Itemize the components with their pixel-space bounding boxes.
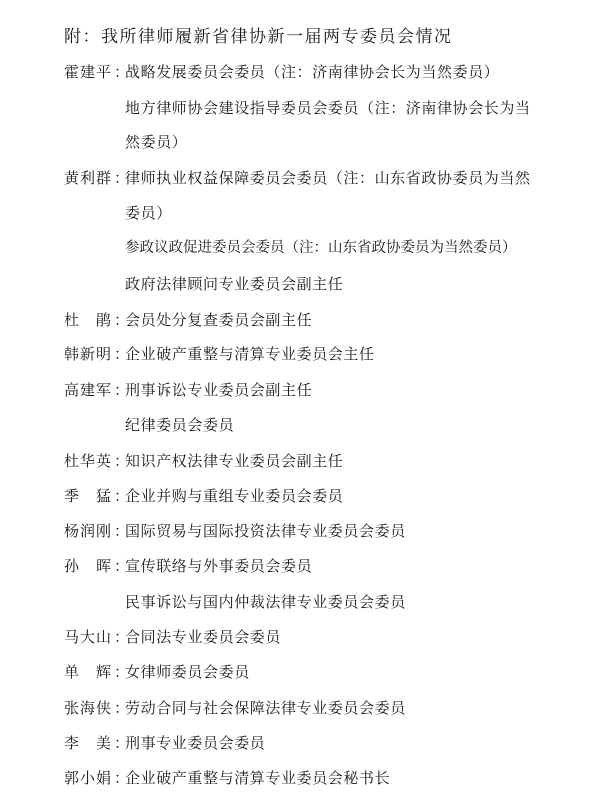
member-role: 国际贸易与国际投资法律专业委员会委员	[125, 522, 406, 540]
member-role: 女律师委员会委员	[125, 663, 250, 681]
member-role: 会员处分复查委员会副主任	[125, 311, 313, 329]
member-role: 企业破产重整与清算专业委员会主任	[125, 345, 375, 363]
member-role: 劳动合同与社会保障法律专业委员会委员	[125, 699, 406, 717]
member-name: 黄利群	[64, 169, 113, 187]
member-role: 刑事诉讼专业委员会副主任	[125, 381, 313, 399]
member-role: 合同法专业委员会委员	[125, 628, 282, 646]
member-role: 战略发展委员会委员（注：济南律协会长为当然委员）	[125, 63, 500, 81]
member-role: 知识产权法律专业委员会副主任	[125, 452, 344, 470]
document-title: 附：我所律师履新省律协新一届两专委员会情况	[64, 27, 453, 47]
member-role: 企业并购与重组专业委员会委员	[125, 487, 344, 505]
member-name: 李 美	[64, 734, 113, 752]
member-name: 杨润刚	[64, 522, 113, 540]
member-name: 韩新明	[64, 345, 113, 363]
member-name: 郭小娟	[64, 769, 113, 787]
member-role: 企业破产重整与清算专业委员会秘书长	[125, 769, 391, 787]
member-name: 杜华英	[64, 452, 113, 470]
member-name: 杜 鹃	[64, 311, 113, 329]
member-name: 马大山	[64, 628, 113, 646]
member-name: 单 辉	[64, 663, 113, 681]
member-role: 刑事专业委员会委员	[125, 734, 266, 752]
member-name: 季 猛	[64, 487, 113, 505]
member-name: 张海侠	[64, 699, 113, 717]
member-name: 霍建平	[64, 63, 113, 81]
member-role: 律师执业权益保障委员会委员（注：山东省政协委员为当然	[125, 169, 531, 187]
member-role: 宣传联络与外事委员会委员	[125, 557, 313, 575]
member-name: 孙 晖	[64, 557, 113, 575]
member-name: 高建军	[64, 381, 113, 399]
document-page: 附：我所律师履新省律协新一届两专委员会情况 霍建平 ： 战略发展委员会委员（注：济南律协会长为当然委员） 地方律师协会建设指导委员会委员（注：济南律协会长为当 然委员） 黄利群 ： 律师执业权益保障委员会委员（注：山东省政协委员为当然 委员） 参政议政促进委员会委员（注：山东省政协委员为当然委员） 政府法律顾问专业委员会副主任 杜 鹃 ： 会员处分复查委员会副主任 韩新明 ： 企业破产重整与清算专业委员会主任 高建军 ： 刑事诉讼专业委员会副主任 纪律委员会委员 杜华英 ： 知识产权法律专业委员会副主任 季 猛 ： 企业并购与重组专业委员会委员 杨润刚 ： 国际贸易与国际投资法律专业委员会委员 孙 晖 ： 宣传联络与外事委员会委员 民事诉讼与国内仲裁法律专业委员会委员 马大山 ： 合同法专业委员会委员 单 辉 ： 女律师委员会委员 张海侠 ： 劳动合同与社会保障法律专业委员会委员 李 美 ： 刑事专业委员会委员 郭小娟 ： 企业破产重整与清算专业委员会秘书长	[0, 0, 596, 807]
